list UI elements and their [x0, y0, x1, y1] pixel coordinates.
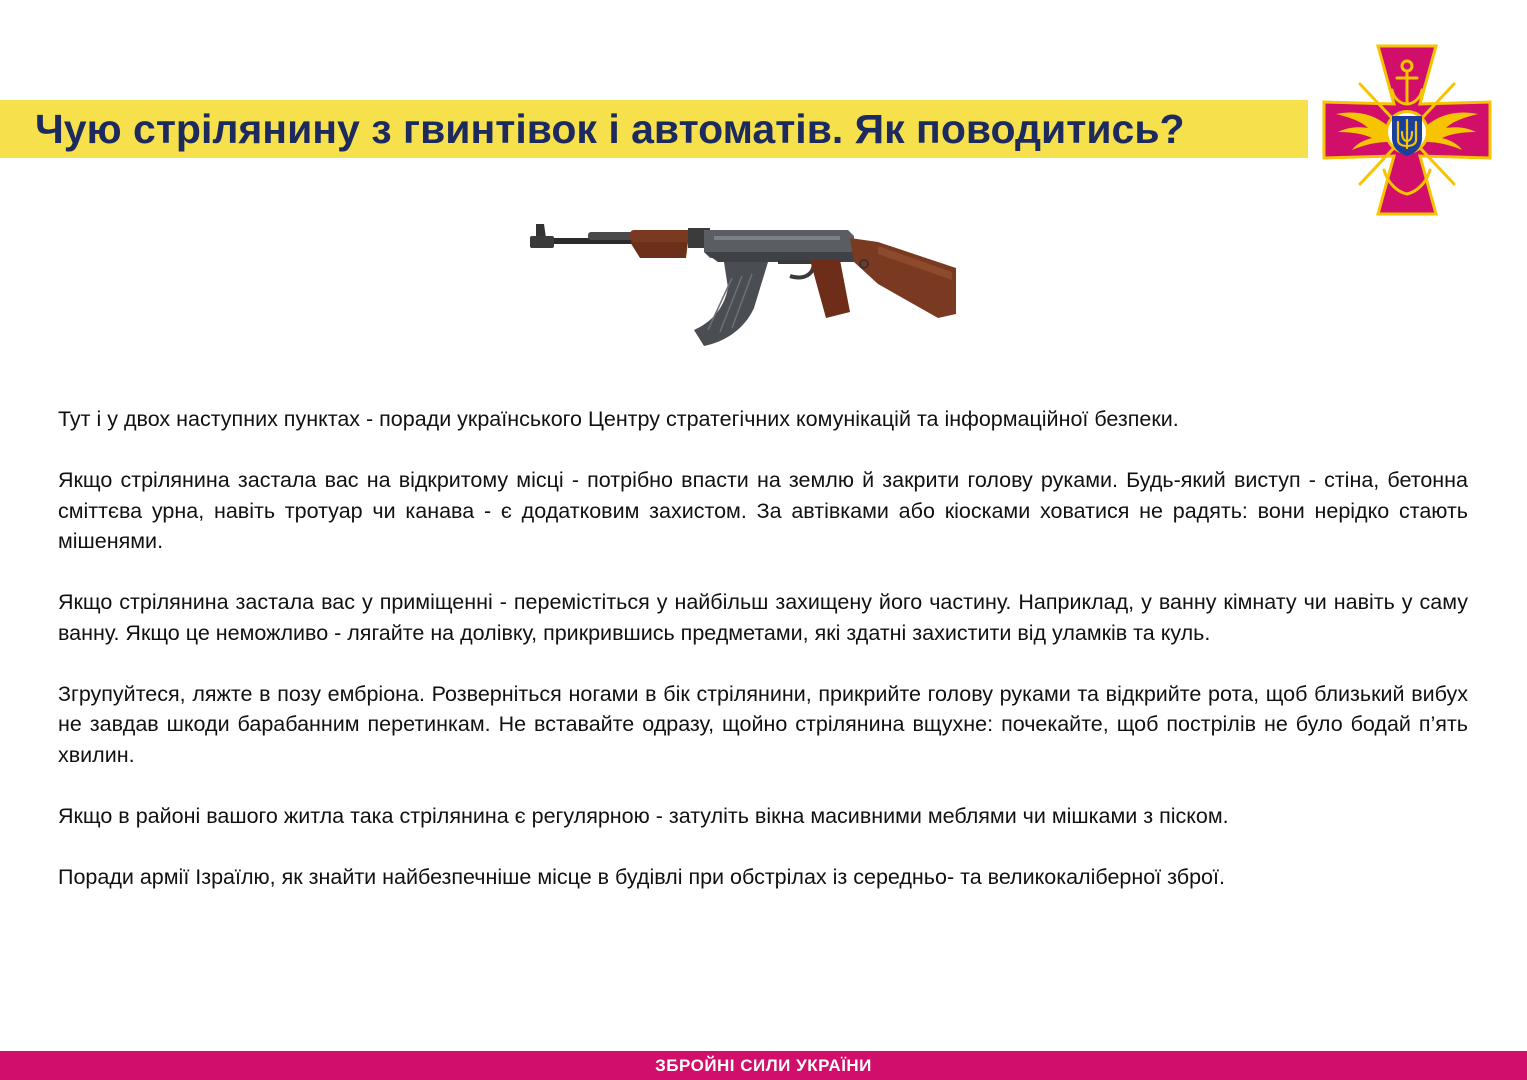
paragraph-fetal-position: Згрупуйтеся, ляжте в позу ембріона. Розверніться ногами в бік стрілянини, прикрийте голову руками та відкрийте рота, щоб близький вибух не завдав шкоди барабанним перетинкам. Не вставайте одразу, щойно стрілянина вщухне: почекайте, щоб пострілів не було бодай п’ять хвилин.: [58, 681, 1468, 767]
paragraph-israel-advice: Поради армії Ізраїлю, як знайти найбезпечніше місце в будівлі при обстрілах із середньо- та великокаліберної зброї.: [58, 864, 1225, 889]
paragraph-intro: Тут і у двох наступних пунктах - поради українського Центру стратегічних комунікацій та інформаційної безпеки.: [58, 407, 1179, 431]
paragraph-indoors: Якщо стрілянина застала вас у приміщенні - перемістіться у найбільш захищену його частину. Наприклад, у ванну кімнату чи навіть у саму ванну. Якщо це неможливо - лягайте на долівку, прикрившись предметами, які здатні захистити від уламків та куль.: [58, 590, 1468, 645]
paragraph-open-place: Якщо стрілянина застала вас на відкритому місці - потрібно впасти на землю й закрити голову руками. Будь-який виступ - стіна, бетонна сміттєва урна, навіть тротуар чи канава - є додатковим захистом. За автівками або кіосками ховатися не радять: вони нерідко стають мішенями.: [58, 468, 1468, 553]
assault-rifle-icon: [528, 218, 958, 350]
advice-text: [58, 404, 1468, 923]
page-title: Чую стрілянину з гвинтівок і автоматів. Як поводитись?: [35, 106, 1185, 152]
armed-forces-of-ukraine-emblem-icon: [1322, 44, 1492, 216]
footer-text: ЗБРОЙНІ СИЛИ УКРАЇНИ: [655, 1056, 872, 1075]
paragraph-regular-shooting: Якщо в районі вашого житла така стрілянина є регулярною - затуліть вікна масивними меблями чи мішками з піском.: [58, 803, 1229, 828]
